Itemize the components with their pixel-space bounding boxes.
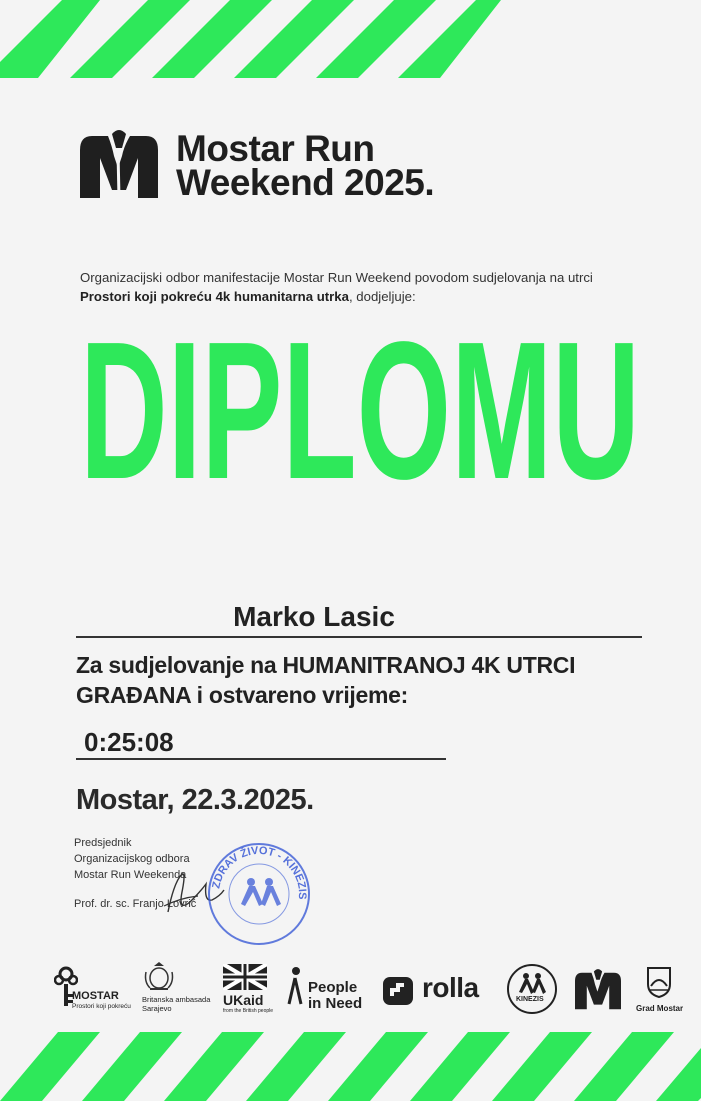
participation-text [76, 650, 676, 710]
diploma-title [75, 318, 645, 488]
sponsor-mostar-name: MOSTAR [72, 990, 119, 1002]
recipient-name: Marko Lasic [233, 601, 395, 632]
sponsor-logos [50, 962, 690, 1024]
sponsor-rolla-name: rolla [422, 972, 479, 1003]
sponsor-kinezis-name: KINEZIS [516, 996, 544, 1003]
sponsor-grad-mostar-name: Grad Mostar [636, 1004, 684, 1013]
royal-crest-icon [142, 962, 176, 992]
sponsor-embassy-line-2: Sarajevo [142, 1004, 172, 1013]
mostar-run-logo-icon [78, 128, 160, 206]
intro-text [80, 268, 680, 306]
signatory-role-2: Organizacijskog odbora [74, 853, 190, 865]
city-crest-icon [646, 966, 672, 998]
sponsor-ukaid [223, 964, 267, 995]
sponsor-people-in-need [286, 966, 304, 1011]
svg-text:ZDRAV ŽIVOT - KINEZIS [210, 845, 308, 900]
kinezis-logo-icon [506, 962, 558, 1016]
participation-line-1: Za sudjelovanje na HUMANITRANOJ 4K UTRCI [76, 652, 576, 678]
signatory-name: Prof. dr. sc. Franjo Lovrić [74, 898, 197, 910]
signatory-role-1: Predsjednik [74, 837, 132, 849]
result-time: 0:25:08 [76, 726, 446, 760]
place-date: Mostar, 22.3.2025. [76, 784, 314, 816]
rolla-icon [382, 976, 414, 1006]
sponsor-embassy [142, 962, 176, 997]
official-stamp [205, 838, 313, 950]
bottom-stripe-band [0, 1032, 701, 1101]
mostar-run-small-logo-icon [572, 968, 624, 1014]
sponsor-grad-mostar [646, 966, 672, 1003]
sponsor-embassy-line-1: Britanska ambasada [142, 995, 211, 1004]
people-line-1: People [308, 979, 358, 996]
event-brand-title [176, 128, 435, 203]
union-flag-icon [223, 964, 267, 990]
brand-line-1: Mostar Run [176, 128, 375, 169]
stamp-text: ZDRAV ŽIVOT - KINEZIS [210, 844, 309, 900]
top-stripe-band [0, 0, 701, 78]
recipient-name-line [76, 600, 642, 638]
sponsor-ukaid-name: UKaid [223, 992, 264, 1008]
diploma-title-text: DIPLOMU [80, 318, 640, 488]
intro-line-1: Organizacijski odbor manifestacije Mostar Run Weekend povodom sudjelovanja na utrci [80, 270, 593, 285]
race-name: Prostori koji pokreću 4k humanitarna utrka [80, 289, 349, 304]
person-icon [286, 966, 304, 1006]
people-line-2: in Need [308, 995, 363, 1012]
sponsor-mostar-sub: Prostori koji pokreću [72, 1003, 131, 1010]
people-in-need-text [308, 980, 362, 1012]
sponsor-ukaid-sub: from the British people [223, 1008, 274, 1014]
signatory-role-3: Mostar Run Weekenda [74, 869, 187, 881]
intro-line-2-suffix: , dodjeljuje: [348, 289, 416, 304]
brand-line-2: Weekend 2025. [176, 162, 435, 203]
sponsor-mostar-run [572, 968, 624, 1019]
participation-line-2: GRAĐANA i ostvareno vrijeme: [76, 682, 408, 708]
sponsor-kinezis [506, 962, 558, 1021]
sponsor-rolla [382, 976, 414, 1011]
